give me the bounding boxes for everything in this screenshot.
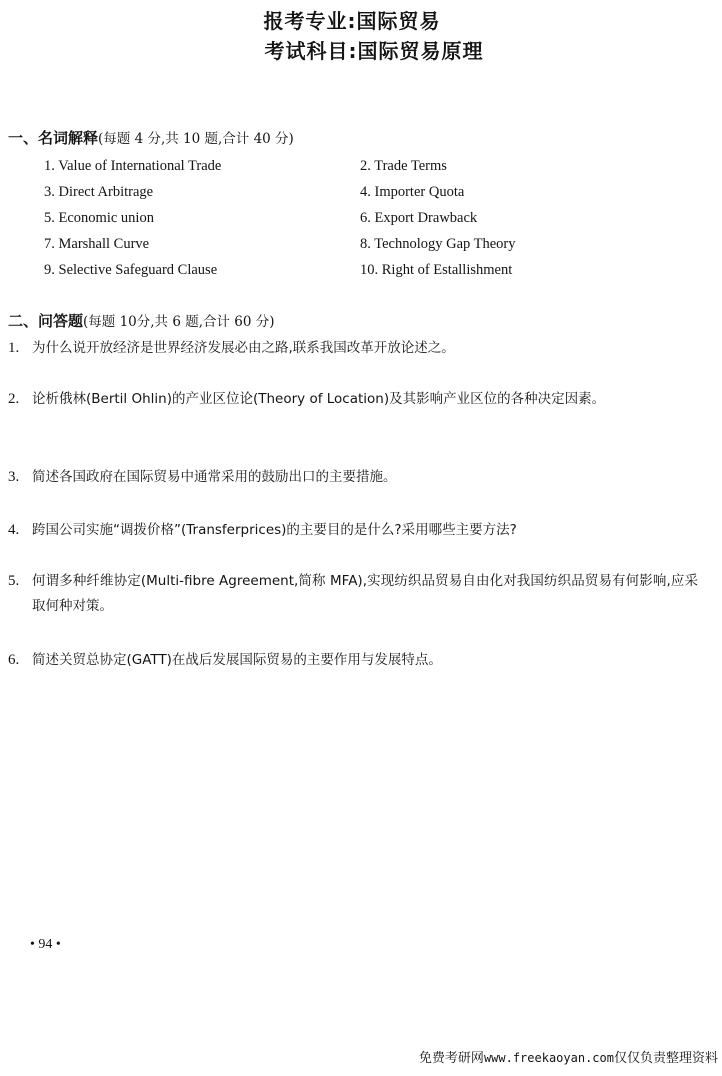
question-text: 论析俄林(Bertil Ohlin)的产业区位论(Theory of Location)及其影响产业区位的各种决定因素。 — [32, 391, 606, 407]
question-item — [8, 465, 698, 490]
term-item: 9. Selective Safeguard Clause — [44, 262, 218, 278]
major-title: 报考专业:国际贸易 — [263, 9, 441, 33]
question-item — [8, 336, 698, 361]
term-item: 3. Direct Arbitrage — [44, 184, 154, 200]
term-item: 1. Value of International Trade — [44, 158, 222, 174]
question-item — [8, 518, 698, 543]
term-item: 4. Importer Quota — [360, 184, 465, 200]
section2-note: (每题 10分,共 6 题,合计 60 分) — [83, 314, 275, 330]
question-number: 2. — [8, 391, 20, 407]
question-item — [8, 387, 698, 412]
term-item: 2. Trade Terms — [360, 158, 447, 174]
terms-list — [0, 153, 722, 283]
question-number: 3. — [8, 469, 20, 485]
question-number: 6. — [8, 652, 20, 668]
footer-watermark — [419, 1047, 718, 1066]
footer-site: www.freekaoyan.com — [483, 1051, 614, 1065]
term-item: 8. Technology Gap Theory — [360, 236, 516, 252]
section2-title: 二、问答题 — [8, 312, 84, 330]
section2-heading — [8, 311, 275, 332]
subject-title: 考试科目:国际贸易原理 — [264, 39, 484, 63]
term-row — [0, 153, 722, 179]
footer-prefix: 免费考研网 — [418, 1051, 484, 1066]
term-item: 10. Right of Estallishment — [360, 262, 513, 278]
section1-heading — [8, 128, 294, 149]
section1-note: (每题 4 分,共 10 题,合计 40 分) — [98, 131, 294, 147]
footer-suffix: 仅仅负责整理资料 — [613, 1051, 718, 1066]
term-item: 5. Economic union — [44, 210, 154, 226]
question-item — [8, 569, 698, 619]
term-row — [0, 257, 722, 283]
question-number: 5. — [8, 573, 20, 589]
question-text: 为什么说开放经济是世界经济发展必由之路,联系我国改革开放论述之。 — [32, 340, 455, 356]
page-header — [0, 6, 722, 66]
question-text: 跨国公司实施“调拨价格”(Transferprices)的主要目的是什么?采用哪些主要方法? — [32, 522, 517, 538]
section1-title: 一、名词解释 — [8, 129, 99, 147]
question-number: 4. — [8, 522, 20, 538]
term-row — [0, 205, 722, 231]
term-item: 7. Marshall Curve — [44, 236, 150, 252]
term-row — [0, 231, 722, 257]
term-row — [0, 179, 722, 205]
page-number: • 94 • — [30, 937, 61, 952]
term-item: 6. Export Drawback — [360, 210, 478, 226]
question-text: 何谓多种纤维协定(Multi-fibre Agreement,简称 MFA),实现纺织品贸易自由化对我国纺织品贸易有何影响,应采取何种对策。 — [32, 573, 698, 614]
question-text: 简述各国政府在国际贸易中通常采用的鼓励出口的主要措施。 — [32, 469, 397, 485]
question-number: 1. — [8, 340, 20, 356]
question-item — [8, 648, 698, 673]
question-text: 简述关贸总协定(GATT)在战后发展国际贸易的主要作用与发展特点。 — [32, 652, 442, 668]
